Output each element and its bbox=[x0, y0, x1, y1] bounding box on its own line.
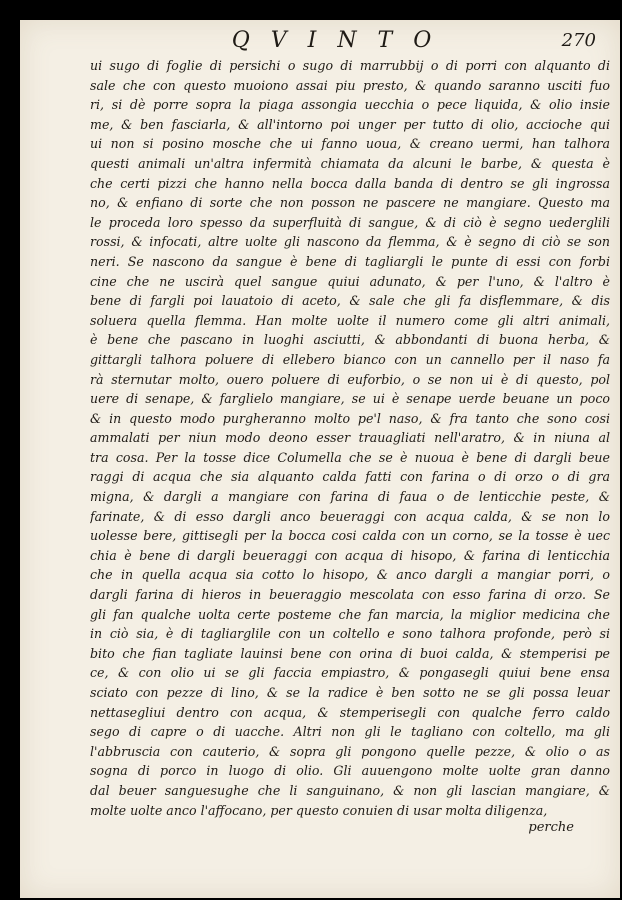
text-line: ce, & con olio ui se gli faccia empiastro, & pongasegli quiui bene ensa bbox=[90, 665, 610, 681]
text-line: dargli farina di hieros in beueraggio mescolata con esso farina di orzo. Se bbox=[90, 587, 610, 603]
text-line: sogna di porco in luogo di olio. Gli auuengono molte uolte gran danno bbox=[90, 763, 610, 779]
text-line: ui non si posino mosche che ui fanno uoua, & creano uermi, han talhora bbox=[90, 136, 610, 152]
running-head-title: Q V I N T O bbox=[231, 28, 439, 53]
text-line: rossi, & infocati, altre uolte gli nascono da flemma, & è segno di ciò se son bbox=[90, 234, 610, 250]
text-line: farinate, & di esso dargli anco beueraggi con acqua calda, & se non lo bbox=[90, 508, 610, 524]
text-line: & in questo modo purgheranno molto pe'l naso, & fra tanto che sono cosi bbox=[90, 410, 610, 426]
text-line: ri, si dè porre sopra la piaga assongia uecchia o pece liquida, & olio insie bbox=[90, 97, 610, 113]
running-head bbox=[20, 26, 620, 56]
text-line: sale che con questo muoiono assai piu presto, & quando saranno usciti fuo bbox=[90, 77, 610, 93]
scan-frame bbox=[10, 10, 612, 890]
text-line: gli fan qualche uolta certe posteme che fan marcia, la miglior medicina che bbox=[90, 606, 610, 622]
text-line: ui sugo di foglie di persichi o sugo di marrubbij o di porri con alquanto di bbox=[90, 58, 610, 73]
text-line: sego di capre o di uacche. Altri non gli le tagliano con coltello, ma gli bbox=[90, 724, 610, 740]
text-line: uere di senape, & farglielo mangiare, se ui è senape uerde beuane un poco bbox=[90, 391, 610, 407]
text-line: che certi pizzi che hanno nella bocca dalla banda di dentro se gli ingrossa bbox=[90, 175, 610, 191]
text-line: bito che fian tagliate lauinsi bene con orina di buoi calda, & stemperisi pe bbox=[90, 645, 610, 661]
text-line: migna, & dargli a mangiare con farina di faua o de lenticchie peste, & bbox=[90, 489, 610, 505]
text-line: le proceda loro spesso da superfluità di sangue, & di ciò è segno uederglili bbox=[90, 214, 610, 230]
text-line: me, & ben fasciarla, & all'intorno poi unger per tutto di olio, accioche qui bbox=[90, 116, 610, 132]
text-line: che in quella acqua sia cotto lo hisopo, & anco dargli a mangiar porri, o bbox=[90, 567, 610, 583]
text-line: raggi di acqua che sia alquanto calda fatti con farina o di orzo o di gra bbox=[90, 469, 610, 485]
text-line: bene di fargli poi lauatoio di aceto, & sale che gli fa disflemmare, & dis bbox=[90, 293, 610, 309]
text-line: gittargli talhora poluere di ellebero bianco con un cannello per il naso fa bbox=[90, 351, 610, 367]
text-line: soluera quella flemma. Han molte uolte il numero come gli altri animali, bbox=[90, 312, 610, 328]
text-line: chia è bene di dargli beueraggi con acqua di hisopo, & farina di lenticchia bbox=[90, 547, 610, 563]
text-line: è bene che pascano in luoghi asciutti, & abbondanti di buona herba, & bbox=[90, 332, 610, 348]
text-line: l'abbruscia con cauterio, & sopra gli pongono quelle pezze, & olio o as bbox=[90, 743, 610, 759]
text-line: dal beuer sanguesughe che li sanguinano, & non gli lascian mangiare, & bbox=[90, 782, 610, 798]
text-line: sciato con pezze di lino, & se la radice è ben sotto ne se gli possa leuar bbox=[90, 685, 610, 700]
text-line: no, & enfiano di sorte che non posson ne pascere ne mangiare. Questo ma bbox=[90, 195, 610, 211]
text-line: molte uolte anco l'affocano, per questo conuien di usar molta diligenza, bbox=[90, 802, 548, 818]
text-line: neri. Se nascono da sangue è bene di tagliargli le punte di essi con forbi bbox=[90, 253, 610, 269]
text-line: tra cosa. Per la tosse dice Columella che se è nuoua è bene di dargli beue bbox=[90, 449, 610, 465]
body-text bbox=[90, 56, 610, 820]
text-line: questi animali un'altra infermità chiamata da alcuni le barbe, & questa è bbox=[90, 155, 610, 171]
text-line: ammalati per niun modo deono esser trauagliati nell'aratro, & in niuna al bbox=[90, 430, 610, 446]
catchword: perche bbox=[528, 820, 574, 835]
text-line: in ciò sia, è di tagliarglile con un coltello e sono talhora profonde, però si bbox=[90, 626, 610, 642]
text-line: nettasegliui dentro con acqua, & stemperisegli con qualche ferro caldo bbox=[90, 704, 610, 720]
page-number: 270 bbox=[561, 30, 596, 51]
book-page bbox=[20, 20, 620, 898]
text-line: rà sternutar molto, ouero poluere di euforbio, o se non ui è di questo, pol bbox=[90, 371, 610, 387]
text-line: cine che ne uscirà quel sangue quiui adunato, & per l'uno, & l'altro è bbox=[90, 273, 610, 289]
text-line: uolesse bere, gittisegli per la bocca cosi calda con un corno, se la tosse è uec bbox=[90, 528, 610, 544]
